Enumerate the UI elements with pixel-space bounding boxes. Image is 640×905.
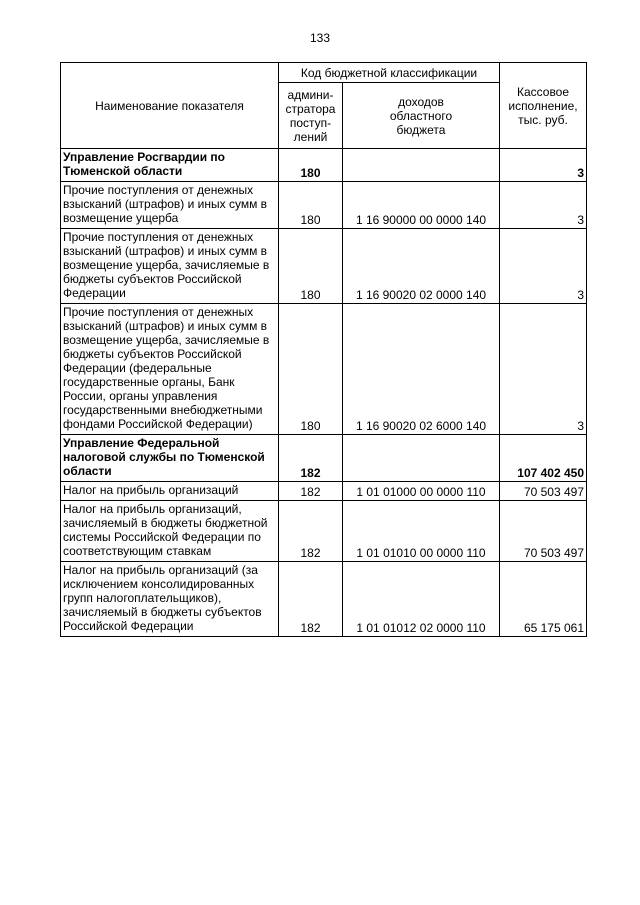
row-admin-code: 180: [279, 149, 343, 182]
row-amount: 3: [500, 304, 587, 435]
header-cash-execution: Кассовое исполнение, тыс. руб.: [500, 63, 587, 149]
row-revenue-code: 1 16 90000 00 0000 140: [343, 182, 500, 229]
row-admin-code: 182: [279, 435, 343, 482]
row-revenue-code: [343, 149, 500, 182]
row-amount: 65 175 061: [500, 562, 587, 637]
row-name: Прочие поступления от денежных взысканий (штрафов) и иных сумм в возмещение ущерба, зачисляемые в бюджеты субъектов Российской Федерации: [61, 229, 279, 304]
table-row: [61, 562, 587, 637]
table-row: [61, 304, 587, 435]
row-name: Управление Росгвардии по Тюменской области: [61, 149, 279, 182]
row-admin-code: 182: [279, 501, 343, 562]
header-revenues: доходов областного бюджета: [343, 83, 500, 149]
row-name: Прочие поступления от денежных взысканий (штрафов) и иных сумм в возмещение ущерба, зачисляемые в бюджеты субъектов Российской Федерации (федеральные государственные органы, Банк России, органы управления государственными внебюджетными фондами Российской Федерации): [61, 304, 279, 435]
page-number: 133: [309, 31, 331, 45]
row-revenue-code: 1 01 01010 00 0000 110: [343, 501, 500, 562]
table-row: [61, 435, 587, 482]
row-amount: 70 503 497: [500, 501, 587, 562]
row-amount: 70 503 497: [500, 482, 587, 501]
row-admin-code: 180: [279, 182, 343, 229]
row-name: Управление Федеральной налоговой службы по Тюменской области: [61, 435, 279, 482]
header-indicator-name: Наименование показателя: [61, 63, 279, 149]
row-amount: 3: [500, 182, 587, 229]
row-name: Налог на прибыль организаций, зачисляемый в бюджеты бюджетной системы Российской Федерации по соответствующим ставкам: [61, 501, 279, 562]
row-revenue-code: 1 01 01000 00 0000 110: [343, 482, 500, 501]
row-admin-code: 182: [279, 562, 343, 637]
row-revenue-code: 1 16 90020 02 6000 140: [343, 304, 500, 435]
table-row: [61, 482, 587, 501]
table-row: [61, 229, 587, 304]
table-row: [61, 182, 587, 229]
row-name: Прочие поступления от денежных взысканий (штрафов) и иных сумм в возмещение ущерба: [61, 182, 279, 229]
row-admin-code: 182: [279, 482, 343, 501]
budget-table: [60, 62, 587, 637]
row-revenue-code: 1 01 01012 02 0000 110: [343, 562, 500, 637]
header-budget-classification-code: Код бюджетной классификации: [279, 63, 500, 83]
row-amount: 3: [500, 229, 587, 304]
row-amount: 3: [500, 149, 587, 182]
header-administrator: админи- стратора поступ- лений: [279, 83, 343, 149]
row-amount: 107 402 450: [500, 435, 587, 482]
row-revenue-code: [343, 435, 500, 482]
table-row: [61, 501, 587, 562]
row-name: Налог на прибыль организаций: [61, 482, 279, 501]
row-admin-code: 180: [279, 229, 343, 304]
row-name: Налог на прибыль организаций (за исключением консолидированных групп налогоплательщиков), зачисляемый в бюджеты субъектов Российской Федерации: [61, 562, 279, 637]
table-row: [61, 149, 587, 182]
row-revenue-code: 1 16 90020 02 0000 140: [343, 229, 500, 304]
row-admin-code: 180: [279, 304, 343, 435]
